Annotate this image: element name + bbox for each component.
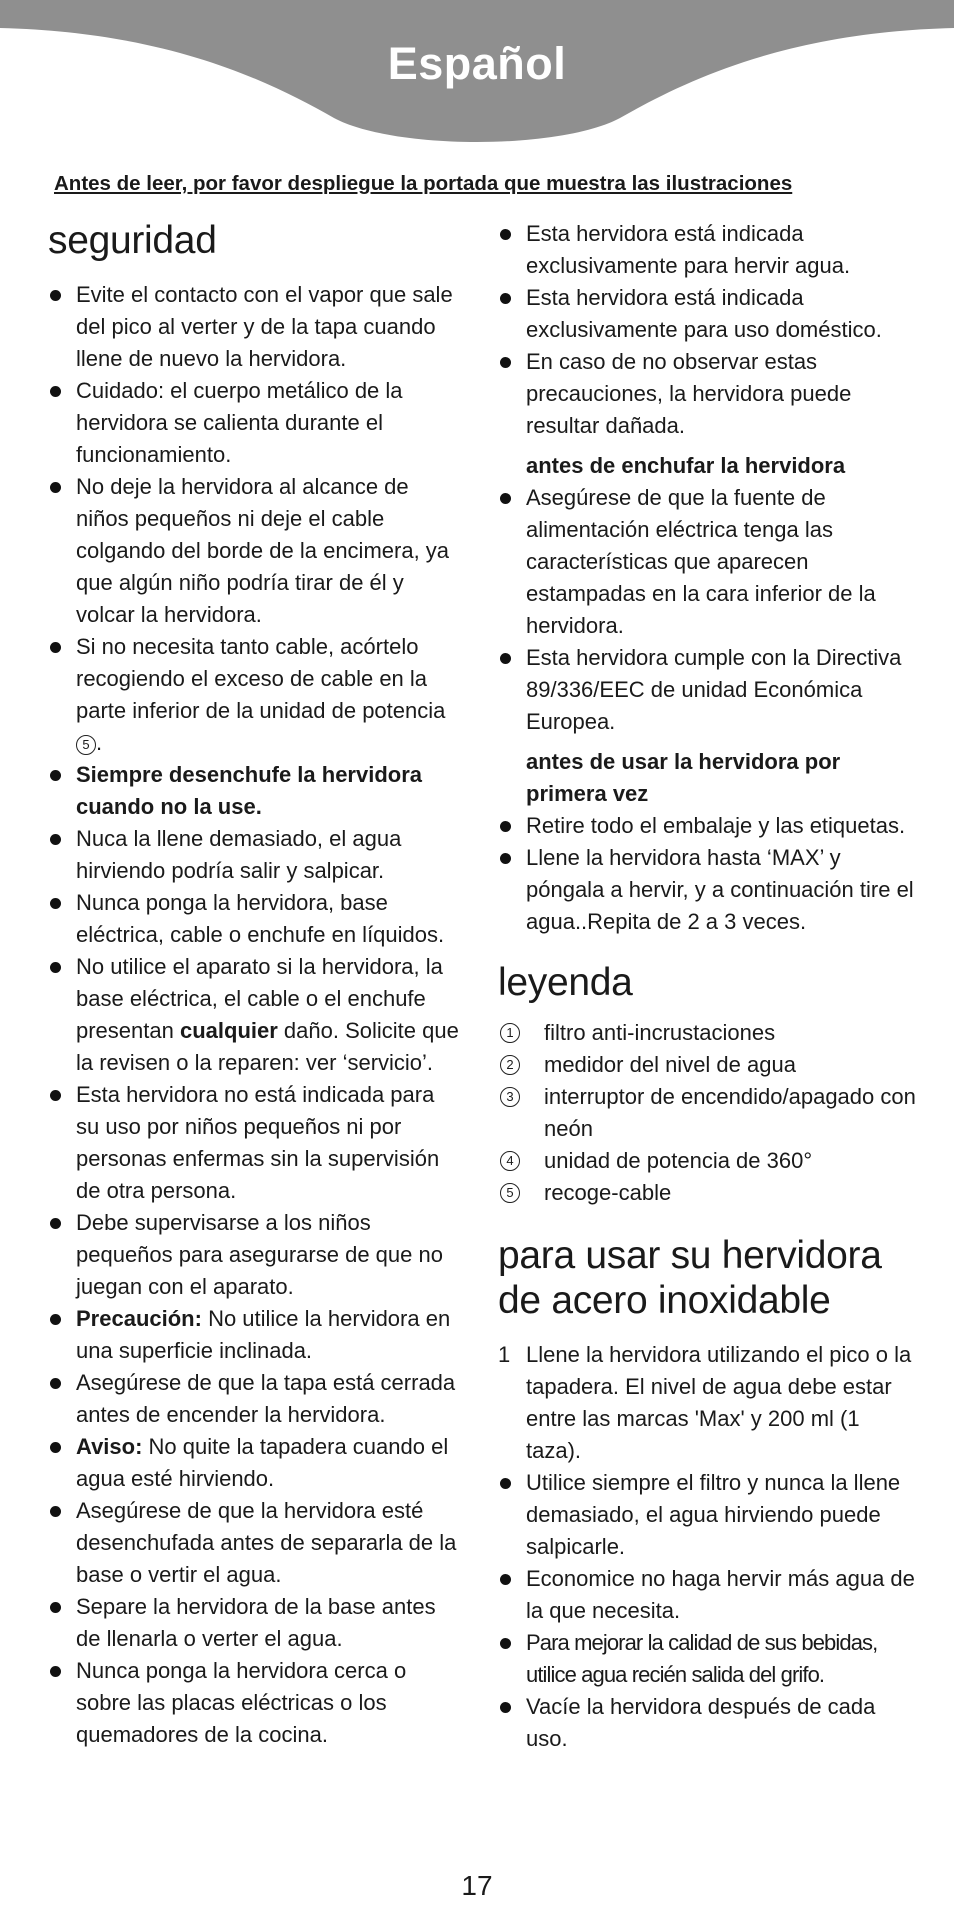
list-item: Nunca ponga la hervidora, base eléctrica, cable o enchufe en líquidos. xyxy=(48,887,460,951)
list-item: No deje la hervidora al alcance de niños pequeños ni deje el cable colgando del borde de la encimera, ya que algún niño podría tirar de él y volcar la hervidora. xyxy=(48,471,460,631)
section-heading-usar: para usar su hervidora de acero inoxidable xyxy=(498,1234,882,1322)
section-heading-seguridad: seguridad xyxy=(48,219,217,262)
list-item: Nunca ponga la hervidora cerca o sobre las placas eléctricas o los quemadores de la cocina. xyxy=(48,1655,460,1751)
circled-number: 3 xyxy=(500,1087,520,1107)
list-item: Utilice siempre el filtro y nunca la llene demasiado, el agua hirviendo puede salpicarle. xyxy=(498,1467,918,1563)
list-item: Debe supervisarse a los niños pequeños para asegurarse de que no juegan con el aparato. xyxy=(48,1207,460,1303)
right-column xyxy=(498,218,918,1755)
item-bold-text: cualquier xyxy=(179,1018,278,1043)
legend-item xyxy=(498,1081,918,1145)
legend-text: recoge-cable xyxy=(544,1180,672,1205)
circled-number: 2 xyxy=(500,1055,520,1075)
legend-text: unidad de potencia de 360° xyxy=(544,1148,813,1173)
legend-text: medidor del nivel de agua xyxy=(544,1052,796,1077)
step-text: Llene la hervidora utilizando el pico o la tapadera. El nivel de agua debe estar entre las marcas 'Max' y 200 ml (1 taza). xyxy=(526,1342,912,1463)
antes-usar-list xyxy=(498,810,918,938)
circled-number: 5 xyxy=(76,735,96,755)
item-bold-text: Siempre desenchufe la hervidora cuando no la use. xyxy=(76,762,423,819)
step-number: 1 xyxy=(498,1342,511,1367)
list-item xyxy=(48,631,460,759)
circled-number: 4 xyxy=(500,1151,520,1171)
usar-list xyxy=(498,1339,918,1755)
legend-item xyxy=(498,1017,918,1049)
list-item xyxy=(48,1303,460,1367)
list-item: Esta hervidora cumple con la Directiva 89/336/EEC de unidad Económica Europea. xyxy=(498,642,918,738)
item-bold-text: Precaución: xyxy=(76,1306,202,1331)
list-item: Asegúrese de que la hervidora esté desenchufada antes de separarla de la base o vertir el agua. xyxy=(48,1495,460,1591)
list-item xyxy=(48,759,460,823)
legend-item xyxy=(498,1177,918,1209)
list-item: Asegúrese de que la fuente de alimentación eléctrica tenga las características que aparecen estampadas en la cara inferior de la hervidora. xyxy=(498,482,918,642)
item-tail: . xyxy=(96,730,103,755)
list-item: Retire todo el embalaje y las etiquetas. xyxy=(498,810,918,842)
circled-number: 1 xyxy=(500,1023,520,1043)
item-text: daño. Solicite que la revisen o la reparen: ver ‘servicio’. xyxy=(76,1018,459,1075)
subheading-antes-enchufar: antes de enchufar la hervidora xyxy=(526,453,846,478)
list-item: Esta hervidora está indicada exclusivamente para uso doméstico. xyxy=(498,282,918,346)
notice-text: Antes de leer, por favor despliegue la portada que muestra las ilustraciones xyxy=(54,172,793,195)
list-item: Llene la hervidora hasta ‘MAX’ y póngala a hervir, y a continuación tire el agua..Repita de 2 a 3 veces. xyxy=(498,842,918,938)
list-item: Para mejorar la calidad de sus bebidas, utilice agua recién salida del grifo. xyxy=(498,1627,918,1691)
legend-item xyxy=(498,1049,918,1081)
list-item: Separe la hervidora de la base antes de llenarla o verter el agua. xyxy=(48,1591,460,1655)
list-item: Vacíe la hervidora después de cada uso. xyxy=(498,1691,918,1755)
item-text: No utilice el aparato si la hervidora, la base eléctrica, el cable o el enchufe presentan xyxy=(76,954,443,1043)
list-item: Economice no haga hervir más agua de la que necesita. xyxy=(498,1563,918,1627)
list-item: Esta hervidora está indicada exclusivamente para hervir agua. xyxy=(498,218,918,282)
list-item xyxy=(48,951,460,1079)
list-item: Nuca la llene demasiado, el agua hirviendo podría salir y salpicar. xyxy=(48,823,460,887)
item-bold-text: Aviso: xyxy=(76,1434,143,1459)
circled-number: 5 xyxy=(500,1183,520,1203)
language-title: Español xyxy=(387,38,567,89)
right-top-list xyxy=(498,218,918,442)
section-heading-leyenda: leyenda xyxy=(498,961,633,1004)
list-item: Cuidado: el cuerpo metálico de la hervidora se calienta durante el funcionamiento. xyxy=(48,375,460,471)
list-item: Esta hervidora no está indicada para su uso por niños pequeños ni por personas enfermas sin la supervisión de otra persona. xyxy=(48,1079,460,1207)
left-column xyxy=(48,218,460,1751)
numbered-step xyxy=(498,1339,918,1467)
safety-list xyxy=(48,279,460,1751)
header-banner xyxy=(0,0,954,160)
subheading-antes-usar: antes de usar la hervidora por primera vez xyxy=(526,749,841,806)
legend-text: interruptor de encendido/apagado con neón xyxy=(544,1084,916,1141)
legend-text: filtro anti-incrustaciones xyxy=(544,1020,776,1045)
item-text: No quite la tapadera cuando el agua esté hirviendo. xyxy=(76,1434,449,1491)
list-item xyxy=(48,1431,460,1495)
item-text: Si no necesita tanto cable, acórtelo recogiendo el exceso de cable en la parte inferior de la unidad de potencia xyxy=(76,634,446,723)
list-item: Asegúrese de que la tapa está cerrada antes de encender la hervidora. xyxy=(48,1367,460,1431)
legend-list xyxy=(498,1017,918,1209)
list-item: Evite el contacto con el vapor que sale del pico al verter y de la tapa cuando llene de nuevo la hervidora. xyxy=(48,279,460,375)
item-text: No utilice la hervidora en una superficie inclinada. xyxy=(76,1306,451,1363)
antes-enchufar-list xyxy=(498,482,918,738)
page-number: 17 xyxy=(461,1870,493,1901)
list-item: En caso de no observar estas precauciones, la hervidora puede resultar dañada. xyxy=(498,346,918,442)
legend-item xyxy=(498,1145,918,1177)
